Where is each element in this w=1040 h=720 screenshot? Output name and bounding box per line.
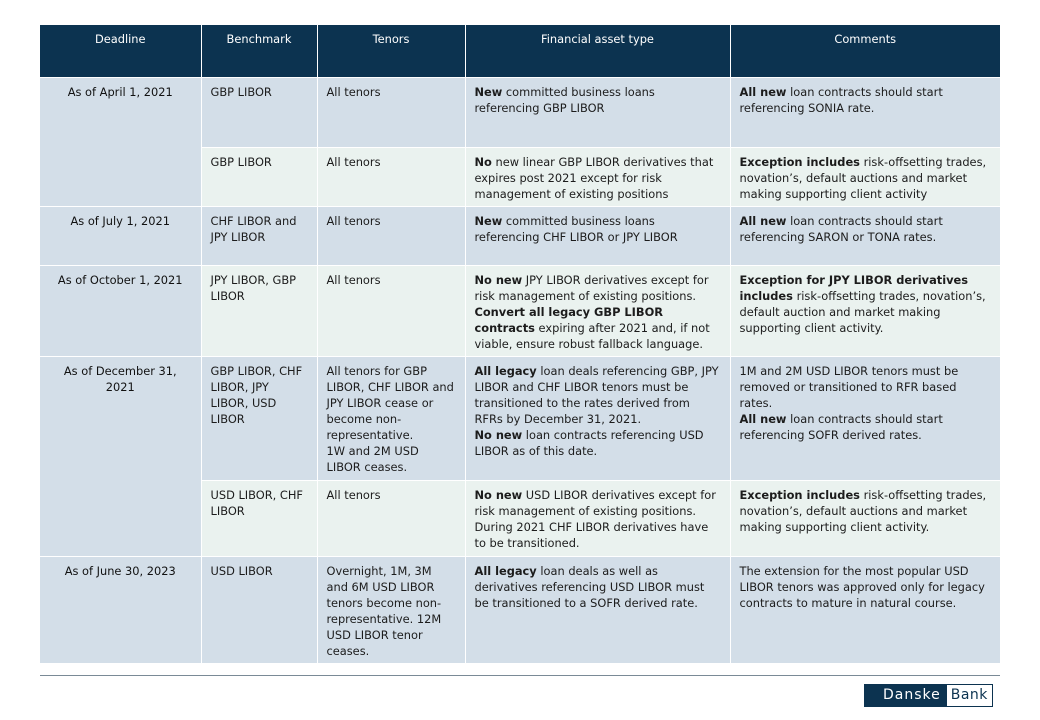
comment-emphasis: All new: [739, 213, 787, 228]
asset-type-cell: [465, 265, 730, 356]
tenors-cell: All tenors: [317, 265, 465, 356]
asset-type-text: USD LIBOR derivatives except for risk management of existing positions.: [474, 487, 716, 518]
libor-transition-table: [40, 25, 1000, 663]
deadline-cell: As of December 31, 2021: [40, 356, 201, 556]
asset-type-emphasis: No new: [474, 487, 523, 502]
asset-type-emphasis: No: [474, 154, 492, 169]
asset-type-text-2: During 2021 CHF LIBOR derivatives have to be transitioned.: [474, 519, 709, 550]
tenors-text: All tenors for GBP LIBOR, CHF LIBOR and JPY LIBOR cease or become non-representative.: [326, 363, 454, 442]
asset-type-cell: [465, 206, 730, 265]
header-tenors: Tenors: [317, 25, 465, 77]
tenors-cell: Overnight, 1M, 3M and 6M USD LIBOR tenors become non-representative. 12M USD LIBOR tenor ceases.: [317, 556, 465, 663]
comment-emphasis: All new: [739, 411, 787, 426]
asset-type-text-2: expiring after 2021 and, if not viable, ensure robust fallback language.: [474, 320, 710, 351]
asset-type-text: committed business loans referencing CHF LIBOR or JPY LIBOR: [474, 213, 678, 244]
tenors-cell: All tenors: [317, 147, 465, 206]
deadline-cell: As of June 30, 2023: [40, 556, 201, 663]
comment-text: risk-offsetting trades, novation’s, default auction and market making supporting client activity.: [739, 288, 986, 335]
asset-type-text: committed business loans referencing GBP LIBOR: [474, 84, 655, 115]
benchmark-cell: USD LIBOR: [201, 556, 317, 663]
tenors-cell: All tenors: [317, 480, 465, 556]
comments-cell: [730, 265, 1000, 356]
comment-text: risk-offsetting trades, novation’s, default auctions and market making supporting client activity: [739, 154, 987, 201]
asset-type-text-2: loan contracts referencing USD LIBOR as of this date.: [474, 427, 704, 458]
asset-type-emphasis: All legacy: [474, 563, 537, 578]
footer-divider: [40, 675, 1000, 676]
tenors-cell: [317, 356, 465, 480]
header-financial-asset-type: Financial asset type: [465, 25, 730, 77]
asset-type-cell: [465, 480, 730, 556]
table-row: [40, 356, 1000, 480]
asset-type-text: loan deals as well as derivatives referencing USD LIBOR must be transitioned to a SOFR derived rate.: [474, 563, 705, 610]
benchmark-cell: GBP LIBOR: [201, 147, 317, 206]
benchmark-cell: GBP LIBOR: [201, 77, 317, 147]
header-comments: Comments: [730, 25, 1000, 77]
danske-bank-logo: [864, 684, 993, 707]
comment-emphasis: Exception includes: [739, 154, 860, 169]
tenors-cell: All tenors: [317, 77, 465, 147]
header-benchmark: Benchmark: [201, 25, 317, 77]
asset-type-emphasis: New: [474, 213, 503, 228]
tenors-cell: All tenors: [317, 206, 465, 265]
tenors-text-2: 1W and 2M USD LIBOR ceases.: [326, 443, 419, 474]
benchmark-cell: GBP LIBOR, CHF LIBOR, JPY LIBOR, USD LIBOR: [201, 356, 317, 480]
header-deadline: Deadline: [40, 25, 201, 77]
comments-cell: [730, 77, 1000, 147]
comment-text: loan contracts should start referencing SOFR derived rates.: [739, 411, 943, 442]
comment-text: risk-offsetting trades, novation’s, default auctions and market making supporting client activity.: [739, 487, 987, 534]
logo-part-danske: Danske: [865, 685, 947, 706]
benchmark-cell: USD LIBOR, CHF LIBOR: [201, 480, 317, 556]
logo-part-bank: Bank: [947, 685, 992, 706]
asset-type-emphasis: New: [474, 84, 503, 99]
table-header-row: [40, 25, 1000, 77]
asset-type-cell: [465, 147, 730, 206]
comment-emphasis: All new: [739, 84, 787, 99]
asset-type-emphasis: No new: [474, 272, 523, 287]
comments-cell: [730, 480, 1000, 556]
asset-type-text: JPY LIBOR derivatives except for risk management of existing positions.: [474, 272, 709, 303]
asset-type-cell: [465, 77, 730, 147]
asset-type-emphasis-2: Convert all legacy GBP LIBOR contracts: [474, 304, 664, 335]
table-row: [40, 77, 1000, 147]
table-row: [40, 265, 1000, 356]
asset-type-emphasis: All legacy: [474, 363, 537, 378]
table-row: [40, 556, 1000, 663]
table-row: [40, 206, 1000, 265]
asset-type-cell: [465, 556, 730, 663]
comment-plain-text: The extension for the most popular USD LIBOR tenors was approved only for legacy contracts to mature in natural course.: [739, 563, 985, 610]
asset-type-cell: [465, 356, 730, 480]
comments-cell: [730, 356, 1000, 480]
benchmark-cell: JPY LIBOR, GBP LIBOR: [201, 265, 317, 356]
comments-cell: [730, 147, 1000, 206]
deadline-cell: As of July 1, 2021: [40, 206, 201, 265]
asset-type-emphasis-2: No new: [474, 427, 523, 442]
comments-cell: [730, 206, 1000, 265]
comment-text: loan contracts should start referencing SARON or TONA rates.: [739, 213, 943, 244]
comments-cell: [730, 556, 1000, 663]
comment-emphasis: Exception includes: [739, 487, 860, 502]
deadline-cell: As of April 1, 2021: [40, 77, 201, 206]
comment-emphasis: Exception for JPY LIBOR derivatives includes: [739, 272, 969, 303]
comment-text: loan contracts should start referencing SONIA rate.: [739, 84, 943, 115]
asset-type-text: new linear GBP LIBOR derivatives that expires post 2021 except for risk management of existing positions: [474, 154, 714, 201]
deadline-cell: As of October 1, 2021: [40, 265, 201, 356]
comment-plain-text: 1M and 2M USD LIBOR tenors must be removed or transitioned to RFR based rates.: [739, 363, 959, 410]
asset-type-text: loan deals referencing GBP, JPY LIBOR and CHF LIBOR tenors must be transitioned to the rates derived from RFRs by December 31, 2021.: [474, 363, 719, 426]
benchmark-cell: CHF LIBOR and JPY LIBOR: [201, 206, 317, 265]
